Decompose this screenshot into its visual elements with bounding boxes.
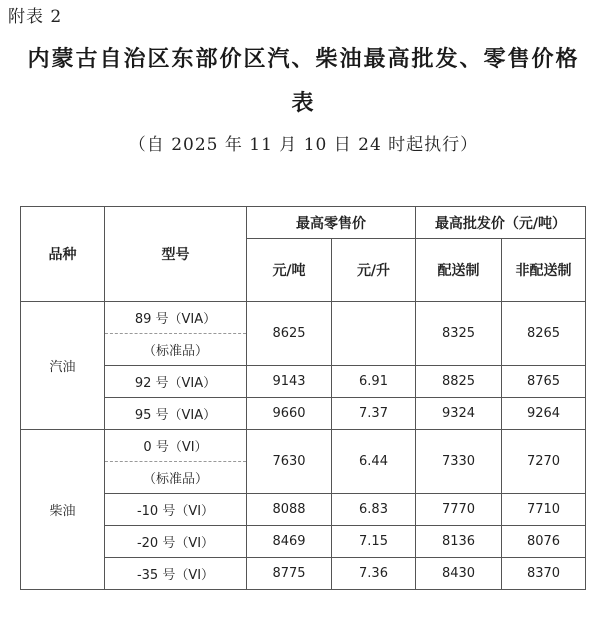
- retail-per-liter: 6.44: [332, 430, 416, 494]
- retail-per-ton: 8469: [247, 526, 332, 558]
- header-yuan-per-ton: 元/吨: [247, 239, 332, 302]
- document-title: 内蒙古自治区东部价区汽、柴油最高批发、零售价格: [27, 46, 580, 72]
- model-cell-note: （标准品）: [105, 462, 247, 494]
- model-cell-note: （标准品）: [105, 334, 247, 366]
- wholesale-non-distribution: 8076: [502, 526, 586, 558]
- header-model: 型号: [105, 207, 247, 302]
- model-cell: 89 号（VIA）: [105, 302, 247, 334]
- model-cell: 95 号（VIA）: [105, 398, 247, 430]
- retail-per-ton: 7630: [247, 430, 332, 494]
- retail-per-ton: 8625: [247, 302, 332, 366]
- header-retail-group: 最高零售价: [247, 207, 416, 239]
- retail-per-liter: [332, 302, 416, 366]
- model-cell: 92 号（VIA）: [105, 366, 247, 398]
- wholesale-non-distribution: 8370: [502, 558, 586, 590]
- table-row: [21, 398, 586, 430]
- retail-per-liter: 7.37: [332, 398, 416, 430]
- header-non-distribution: 非配送制: [502, 239, 586, 302]
- price-table: [20, 206, 586, 590]
- table-row: [21, 526, 586, 558]
- model-cell: -20 号（VI）: [105, 526, 247, 558]
- table-row: [21, 366, 586, 398]
- retail-per-liter: 6.91: [332, 366, 416, 398]
- wholesale-distribution: 8136: [416, 526, 502, 558]
- wholesale-distribution: 8325: [416, 302, 502, 366]
- header-yuan-per-liter: 元/升: [332, 239, 416, 302]
- table-row: [21, 302, 586, 334]
- model-cell: -35 号（VI）: [105, 558, 247, 590]
- retail-per-ton: 8088: [247, 494, 332, 526]
- retail-per-ton: 8775: [247, 558, 332, 590]
- wholesale-distribution: 7770: [416, 494, 502, 526]
- wholesale-distribution: 8825: [416, 366, 502, 398]
- header-distribution: 配送制: [416, 239, 502, 302]
- document-title-continued: 表: [291, 90, 316, 116]
- wholesale-non-distribution: 9264: [502, 398, 586, 430]
- variety-gasoline: 汽油: [21, 302, 105, 430]
- model-cell: -10 号（VI）: [105, 494, 247, 526]
- retail-per-liter: 7.36: [332, 558, 416, 590]
- model-cell: 0 号（VI）: [105, 430, 247, 462]
- wholesale-distribution: 7330: [416, 430, 502, 494]
- retail-per-ton: 9143: [247, 366, 332, 398]
- header-variety: 品种: [21, 207, 105, 302]
- header-wholesale-group: 最高批发价（元/吨）: [416, 207, 586, 239]
- wholesale-non-distribution: 8765: [502, 366, 586, 398]
- variety-diesel: 柴油: [21, 430, 105, 590]
- table-row: [21, 494, 586, 526]
- table-row: [21, 430, 586, 462]
- retail-per-ton: 9660: [247, 398, 332, 430]
- wholesale-distribution: 9324: [416, 398, 502, 430]
- annex-label: 附表 2: [8, 7, 63, 27]
- retail-per-liter: 7.15: [332, 526, 416, 558]
- effective-date-subtitle: （自 2025 年 11 月 10 日 24 时起执行）: [128, 135, 479, 155]
- table-row: [21, 558, 586, 590]
- wholesale-distribution: 8430: [416, 558, 502, 590]
- wholesale-non-distribution: 8265: [502, 302, 586, 366]
- retail-per-liter: 6.83: [332, 494, 416, 526]
- wholesale-non-distribution: 7270: [502, 430, 586, 494]
- wholesale-non-distribution: 7710: [502, 494, 586, 526]
